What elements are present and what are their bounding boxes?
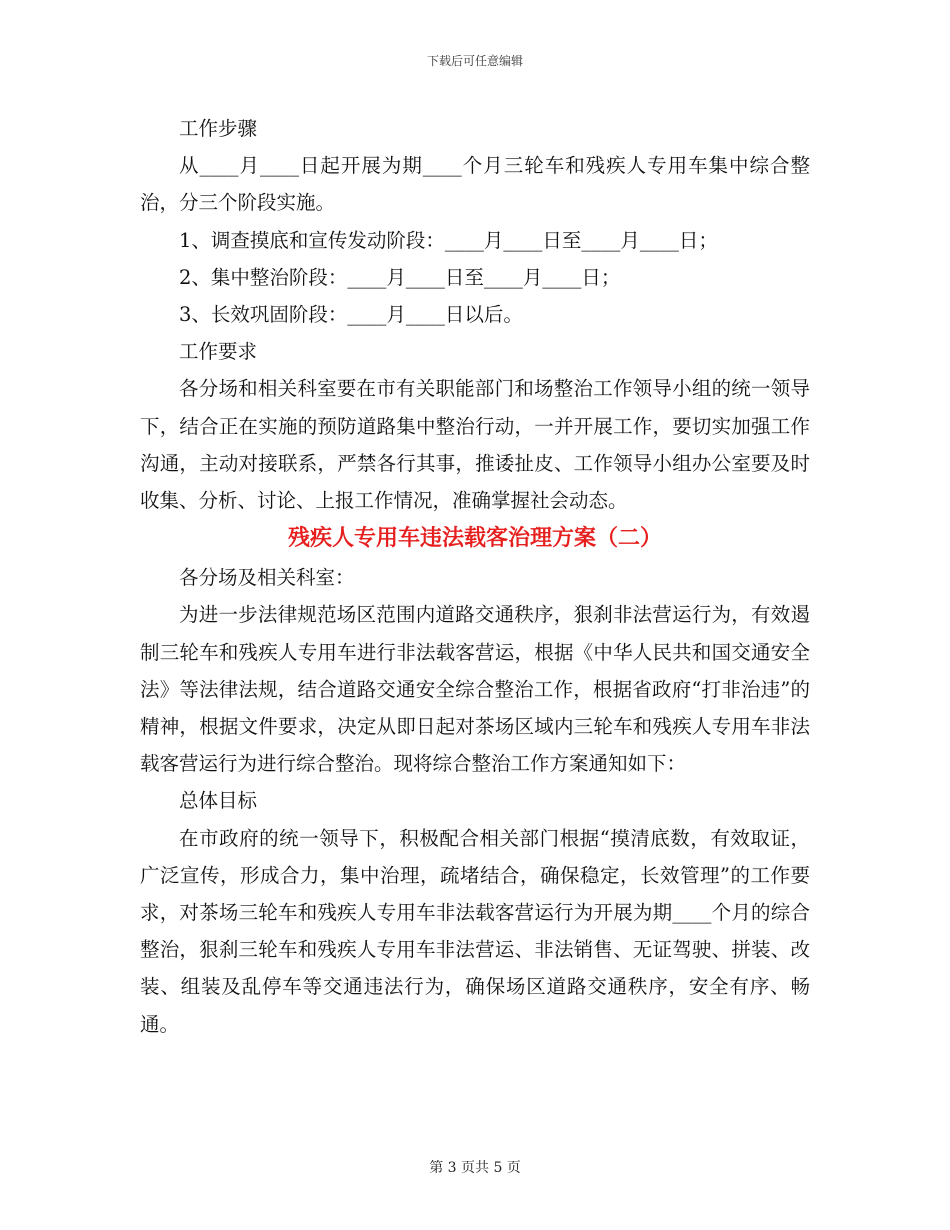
document-body: [140, 110, 810, 1043]
salutation-line: 各分场及相关科室：: [179, 566, 355, 590]
steps-intro-paragraph: 从____月____日起开展为期____个月三轮车和残疾人专用车集中综合整治，分三个阶段实施。: [140, 154, 810, 215]
goal-paragraph: 在市政府的统一领导下，积极配合相关部门根据“摸清底数，有效取证，广泛宣传，形成合力，集中治理，疏堵结合，确保稳定，长效管理”的工作要求，对茶场三轮车和残疾人专用车非法载客营运行为开展为期____个月的综合整治，狠刹三轮车和残疾人专用车非法营运、非法销售、无证驾驶、拼装、改装、组装及乱停车等交通违法行为，确保场区道路交通秩序，安全有序、畅通。: [140, 826, 810, 1036]
page-footer: 第 3 页共 5 页: [429, 1160, 521, 1176]
requirements-heading: 工作要求: [179, 340, 258, 364]
page-header: 下载后可任意编辑: [426, 54, 523, 68]
step-3-line: 3、长效巩固阶段：____月____日以后。: [179, 303, 523, 327]
steps-heading: 工作步骤: [179, 117, 258, 140]
step-2-line: 2、集中整治阶段：____月____日至____月____日；: [179, 265, 621, 289]
intro-paragraph: 为进一步法律规范场区范围内道路交通秩序，狠刹非法营运行为，有效遏制三轮车和残疾人专用车进行非法载客营运，根据《中华人民共和国交通安全法》等法律法规，结合道路交通安全综合整治工作，根据省政府“打非治违”的精神，根据文件要求，决定从即日起对茶场区域内三轮车和残疾人专用车非法载客营运行为进行综合整治。现将综合整治工作方案通知如下：: [140, 603, 810, 776]
requirements-paragraph: 各分场和相关科室要在市有关职能部门和场整治工作领导小组的统一领导下，结合正在实施的预防道路集中整治行动，一并开展工作，要切实加强工作沟通，主动对接联系，严禁各行其事，推诿扯皮、工作领导小组办公室要及时收集、分析、讨论、上报工作情况，准确掌握社会动态。: [140, 377, 810, 513]
step-1-line: 1、调查摸底和宣传发动阶段：____月____日至____月____日；: [179, 228, 718, 252]
section-title: 残疾人专用车违法载客治理方案（二）: [287, 526, 662, 552]
goal-heading: 总体目标: [179, 789, 258, 813]
